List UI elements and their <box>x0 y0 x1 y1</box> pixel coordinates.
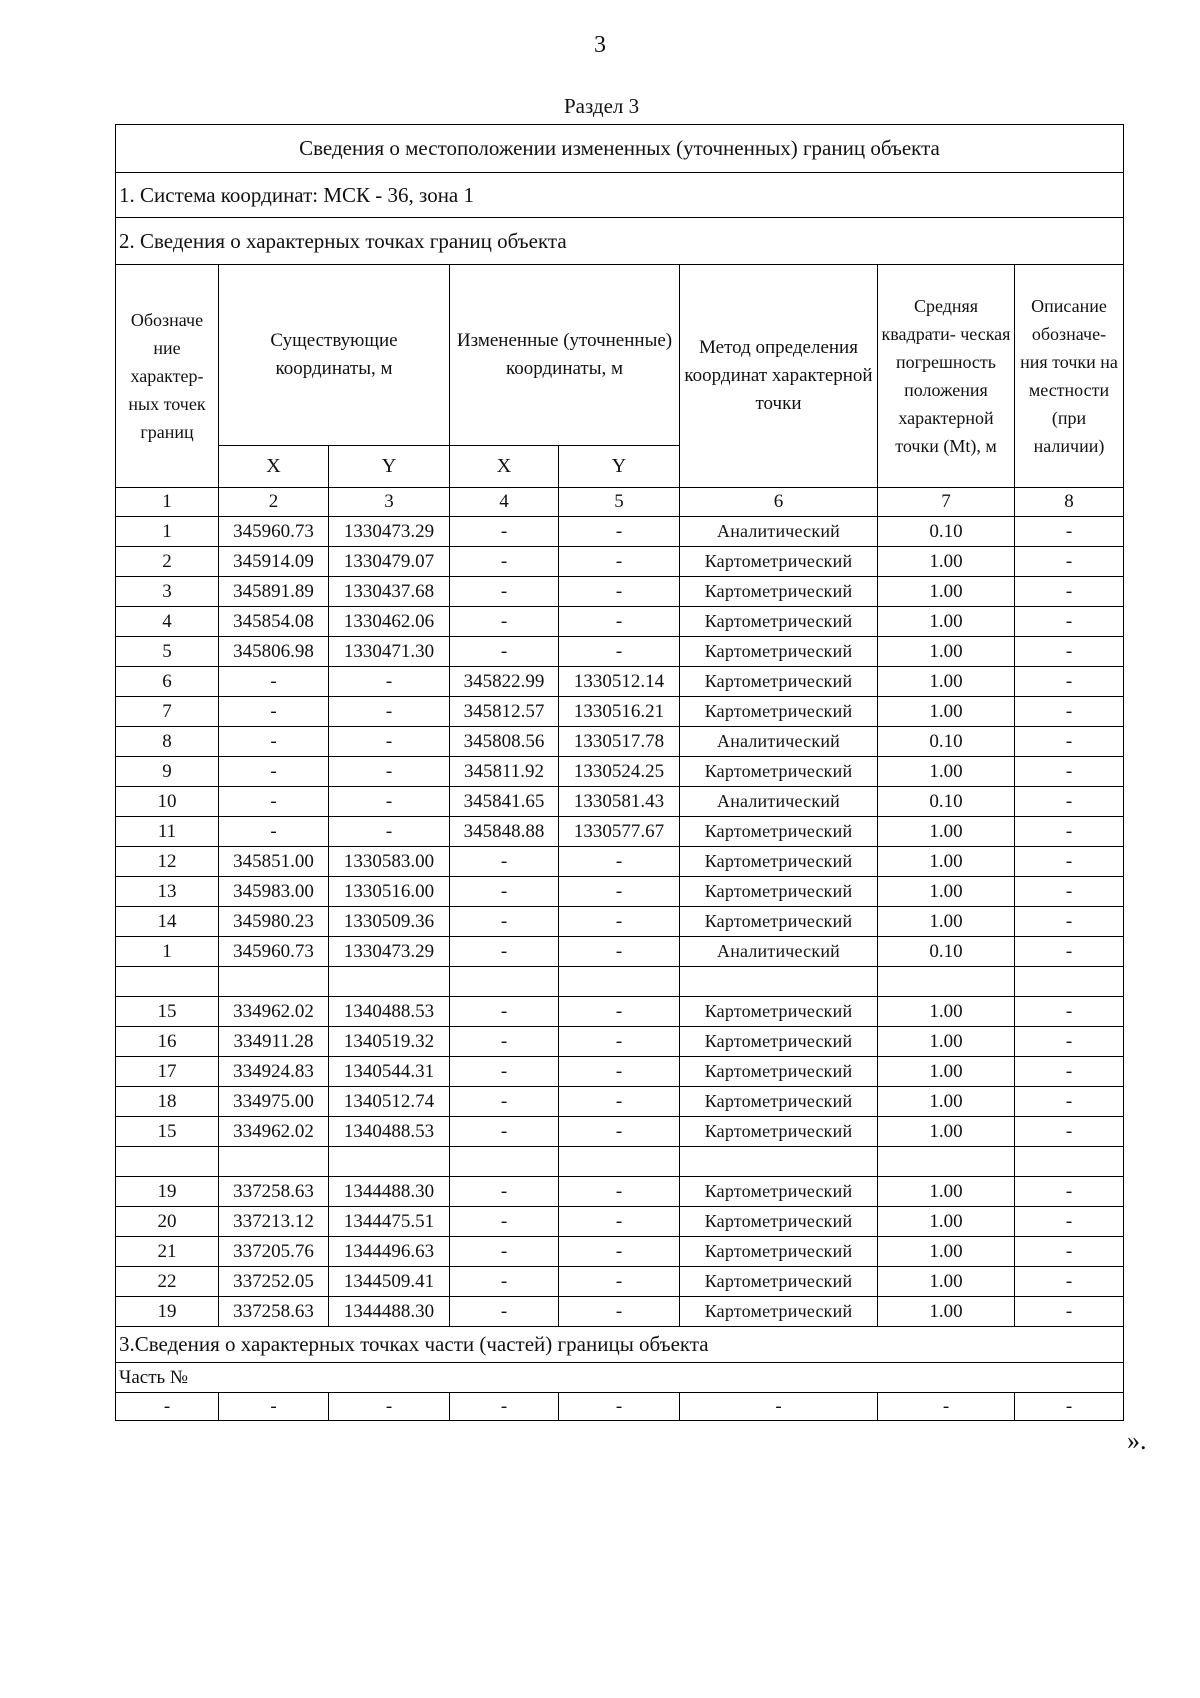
coordinate-system: 1. Система координат: МСК - 36, зона 1 <box>116 173 1124 218</box>
cell-existing-y: 1330583.00 <box>329 847 450 877</box>
cell-changed-y: - <box>559 517 680 547</box>
cell-method: Аналитический <box>680 727 878 757</box>
cell-method: Аналитический <box>680 517 878 547</box>
cell-changed-y: - <box>559 1267 680 1297</box>
section-title: Раздел 3 <box>564 94 640 118</box>
part-cell: - <box>878 1393 1015 1421</box>
cell-existing-y: - <box>329 817 450 847</box>
cell-mean-error: 0.10 <box>878 517 1015 547</box>
cell-method: Картометрический <box>680 607 878 637</box>
cell-existing-x: - <box>219 817 329 847</box>
cell-changed-y: 1330581.43 <box>559 787 680 817</box>
cell-changed-x: - <box>450 907 559 937</box>
cell-mean-error: 1.00 <box>878 577 1015 607</box>
cell-existing-x: - <box>219 757 329 787</box>
cell-existing-y: 1344509.41 <box>329 1267 450 1297</box>
cell-point-description: - <box>1015 547 1124 577</box>
cell-mean-error: 0.10 <box>878 787 1015 817</box>
cell-mean-error: 1.00 <box>878 667 1015 697</box>
table-row <box>116 937 1124 967</box>
boundary-points-table <box>115 124 1124 1421</box>
cell-existing-y: 1330471.30 <box>329 637 450 667</box>
cell-existing-y: 1344488.30 <box>329 1297 450 1327</box>
header-existing-y: Y <box>329 446 450 488</box>
cell-existing-x: 337258.63 <box>219 1297 329 1327</box>
cell-changed-x: - <box>450 607 559 637</box>
cell-point-description: - <box>1015 877 1124 907</box>
cell-point-id: 18 <box>116 1087 219 1117</box>
cell-existing-x: 337252.05 <box>219 1267 329 1297</box>
cell-point-id: 5 <box>116 637 219 667</box>
cell-changed-y: 1330524.25 <box>559 757 680 787</box>
cell-mean-error: 1.00 <box>878 907 1015 937</box>
cell-method: Картометрический <box>680 577 878 607</box>
cell-existing-y: 1344496.63 <box>329 1237 450 1267</box>
cell-point-description: - <box>1015 787 1124 817</box>
cell-method: Картометрический <box>680 637 878 667</box>
part-cell: - <box>1015 1393 1124 1421</box>
cell-changed-x: 345812.57 <box>450 697 559 727</box>
cell-method: Картометрический <box>680 1207 878 1237</box>
cell-method: Картометрический <box>680 997 878 1027</box>
cell-mean-error <box>878 1147 1015 1177</box>
cell-point-description: - <box>1015 1027 1124 1057</box>
header-method: Метод определения координат характерной точки <box>680 265 878 488</box>
cell-point-id: 16 <box>116 1027 219 1057</box>
cell-changed-y <box>559 1147 680 1177</box>
cell-point-description: - <box>1015 1207 1124 1237</box>
table-row <box>116 1297 1124 1327</box>
cell-changed-y: - <box>559 607 680 637</box>
cell-point-id: 19 <box>116 1297 219 1327</box>
cell-method <box>680 1147 878 1177</box>
cell-existing-y: - <box>329 667 450 697</box>
part-cell: - <box>329 1393 450 1421</box>
cell-existing-x: 334962.02 <box>219 1117 329 1147</box>
cell-existing-y: 1344475.51 <box>329 1207 450 1237</box>
cell-mean-error: 0.10 <box>878 937 1015 967</box>
cell-existing-x: 334962.02 <box>219 997 329 1027</box>
cell-point-description: - <box>1015 1237 1124 1267</box>
header-existing-x: X <box>219 446 329 488</box>
cell-mean-error: 1.00 <box>878 697 1015 727</box>
cell-changed-x: - <box>450 1027 559 1057</box>
column-number: 8 <box>1015 488 1124 517</box>
cell-changed-y: - <box>559 1237 680 1267</box>
column-number: 5 <box>559 488 680 517</box>
cell-point-description: - <box>1015 817 1124 847</box>
cell-method: Картометрический <box>680 847 878 877</box>
cell-method: Картометрический <box>680 1087 878 1117</box>
cell-mean-error: 0.10 <box>878 727 1015 757</box>
cell-point-description: - <box>1015 1177 1124 1207</box>
cell-existing-x: 337213.12 <box>219 1207 329 1237</box>
cell-changed-x: - <box>450 877 559 907</box>
cell-existing-y: 1330473.29 <box>329 937 450 967</box>
cell-changed-x: - <box>450 1087 559 1117</box>
cell-method: Картометрический <box>680 817 878 847</box>
cell-point-id: 7 <box>116 697 219 727</box>
cell-changed-x: - <box>450 1267 559 1297</box>
cell-changed-y: - <box>559 1177 680 1207</box>
cell-changed-x: - <box>450 997 559 1027</box>
points-info-heading: 2. Сведения о характерных точках границ объекта <box>116 218 1124 265</box>
cell-existing-x: - <box>219 787 329 817</box>
cell-existing-y: 1340512.74 <box>329 1087 450 1117</box>
cell-point-description <box>1015 1147 1124 1177</box>
table-row <box>116 1057 1124 1087</box>
cell-changed-y: - <box>559 937 680 967</box>
table-row <box>116 637 1124 667</box>
cell-point-description: - <box>1015 997 1124 1027</box>
part-cell: - <box>219 1393 329 1421</box>
cell-mean-error <box>878 967 1015 997</box>
cell-point-id: 12 <box>116 847 219 877</box>
cell-point-description: - <box>1015 697 1124 727</box>
cell-existing-x: 345806.98 <box>219 637 329 667</box>
cell-changed-y: 1330577.67 <box>559 817 680 847</box>
cell-changed-x: - <box>450 1117 559 1147</box>
cell-existing-x: 345891.89 <box>219 577 329 607</box>
cell-point-description: - <box>1015 1087 1124 1117</box>
cell-changed-x: - <box>450 637 559 667</box>
cell-point-description: - <box>1015 637 1124 667</box>
cell-point-description: - <box>1015 1117 1124 1147</box>
cell-mean-error: 1.00 <box>878 637 1015 667</box>
cell-existing-y: 1330473.29 <box>329 517 450 547</box>
cell-changed-x: 345822.99 <box>450 667 559 697</box>
header-changed-y: Y <box>559 446 680 488</box>
cell-existing-y: 1344488.30 <box>329 1177 450 1207</box>
cell-mean-error: 1.00 <box>878 547 1015 577</box>
cell-method: Картометрический <box>680 697 878 727</box>
cell-changed-x: - <box>450 517 559 547</box>
cell-point-description: - <box>1015 937 1124 967</box>
cell-changed-x: - <box>450 1177 559 1207</box>
cell-point-description: - <box>1015 607 1124 637</box>
cell-existing-y: - <box>329 697 450 727</box>
cell-point-description: - <box>1015 517 1124 547</box>
cell-existing-x: 345851.00 <box>219 847 329 877</box>
cell-changed-x: - <box>450 847 559 877</box>
cell-existing-x: 345983.00 <box>219 877 329 907</box>
cell-point-id: 4 <box>116 607 219 637</box>
cell-existing-x: 334911.28 <box>219 1027 329 1057</box>
column-number: 1 <box>116 488 219 517</box>
closing-quote: ». <box>1127 1426 1147 1455</box>
cell-point-id: 19 <box>116 1177 219 1207</box>
cell-existing-y: 1340544.31 <box>329 1057 450 1087</box>
cell-point-id: 3 <box>116 577 219 607</box>
cell-point-id: 15 <box>116 1117 219 1147</box>
cell-method: Картометрический <box>680 547 878 577</box>
cell-method: Картометрический <box>680 1297 878 1327</box>
cell-changed-x: - <box>450 1237 559 1267</box>
cell-changed-x <box>450 1147 559 1177</box>
cell-existing-y: - <box>329 787 450 817</box>
table-row <box>116 547 1124 577</box>
cell-existing-x: 337205.76 <box>219 1237 329 1267</box>
cell-mean-error: 1.00 <box>878 1027 1015 1057</box>
cell-point-id: 11 <box>116 817 219 847</box>
cell-point-description: - <box>1015 727 1124 757</box>
cell-method: Картометрический <box>680 907 878 937</box>
table-row <box>116 817 1124 847</box>
cell-mean-error: 1.00 <box>878 1297 1015 1327</box>
cell-existing-x: - <box>219 667 329 697</box>
cell-method: Картометрический <box>680 757 878 787</box>
cell-changed-x: - <box>450 1207 559 1237</box>
cell-point-description: - <box>1015 847 1124 877</box>
cell-changed-x: - <box>450 577 559 607</box>
column-number: 6 <box>680 488 878 517</box>
column-numbers-row <box>116 488 1124 517</box>
part-points-heading: 3.Сведения о характерных точках части (частей) границы объекта <box>116 1327 1124 1363</box>
cell-changed-x: 345848.88 <box>450 817 559 847</box>
cell-point-id <box>116 967 219 997</box>
cell-point-description: - <box>1015 907 1124 937</box>
cell-changed-x: 345808.56 <box>450 727 559 757</box>
cell-mean-error: 1.00 <box>878 847 1015 877</box>
cell-existing-y: 1330509.36 <box>329 907 450 937</box>
cell-changed-y: - <box>559 847 680 877</box>
part-cell: - <box>116 1393 219 1421</box>
table-row <box>116 877 1124 907</box>
cell-changed-y: - <box>559 997 680 1027</box>
table-row <box>116 1237 1124 1267</box>
part-number: Часть № <box>116 1363 1124 1393</box>
table-row <box>116 907 1124 937</box>
table-row <box>116 517 1124 547</box>
header-designation: Обозначе ние характер- ных точек границ <box>116 265 219 488</box>
cell-point-id: 6 <box>116 667 219 697</box>
cell-method: Картометрический <box>680 667 878 697</box>
cell-mean-error: 1.00 <box>878 607 1015 637</box>
cell-existing-y: 1340488.53 <box>329 1117 450 1147</box>
cell-point-id: 1 <box>116 937 219 967</box>
part-cell: - <box>680 1393 878 1421</box>
cell-point-id: 13 <box>116 877 219 907</box>
cell-changed-x: - <box>450 1057 559 1087</box>
cell-existing-y: 1330437.68 <box>329 577 450 607</box>
cell-existing-y: - <box>329 757 450 787</box>
cell-existing-x: 345854.08 <box>219 607 329 637</box>
table-row <box>116 1027 1124 1057</box>
part-cell: - <box>450 1393 559 1421</box>
cell-changed-x: - <box>450 1297 559 1327</box>
cell-changed-y: - <box>559 1057 680 1087</box>
table-row <box>116 727 1124 757</box>
cell-existing-y: - <box>329 727 450 757</box>
cell-method: Аналитический <box>680 787 878 817</box>
cell-point-description: - <box>1015 1267 1124 1297</box>
cell-existing-x: 337258.63 <box>219 1177 329 1207</box>
cell-point-id: 17 <box>116 1057 219 1087</box>
cell-mean-error: 1.00 <box>878 1207 1015 1237</box>
column-number: 3 <box>329 488 450 517</box>
cell-changed-y: 1330512.14 <box>559 667 680 697</box>
cell-point-description: - <box>1015 577 1124 607</box>
cell-existing-y: 1340519.32 <box>329 1027 450 1057</box>
cell-changed-y: - <box>559 577 680 607</box>
cell-existing-y: 1330462.06 <box>329 607 450 637</box>
table-row <box>116 1147 1124 1177</box>
cell-point-id: 22 <box>116 1267 219 1297</box>
cell-method: Картометрический <box>680 1117 878 1147</box>
cell-existing-x: 345914.09 <box>219 547 329 577</box>
cell-point-id: 9 <box>116 757 219 787</box>
cell-method: Картометрический <box>680 1057 878 1087</box>
cell-mean-error: 1.00 <box>878 1177 1015 1207</box>
cell-changed-y <box>559 967 680 997</box>
table-row <box>116 697 1124 727</box>
cell-existing-x: 345960.73 <box>219 517 329 547</box>
cell-point-id: 15 <box>116 997 219 1027</box>
table-row <box>116 1207 1124 1237</box>
cell-existing-x: 345960.73 <box>219 937 329 967</box>
cell-method: Картометрический <box>680 1267 878 1297</box>
table-row <box>116 607 1124 637</box>
cell-existing-x: 334975.00 <box>219 1087 329 1117</box>
table-row <box>116 1267 1124 1297</box>
table-row <box>116 997 1124 1027</box>
part-cell: - <box>559 1393 680 1421</box>
cell-method: Аналитический <box>680 937 878 967</box>
cell-changed-y: - <box>559 907 680 937</box>
cell-changed-x: 345841.65 <box>450 787 559 817</box>
column-number: 7 <box>878 488 1015 517</box>
cell-existing-x <box>219 1147 329 1177</box>
cell-method <box>680 967 878 997</box>
cell-existing-x: 334924.83 <box>219 1057 329 1087</box>
cell-point-id: 2 <box>116 547 219 577</box>
table-row <box>116 1177 1124 1207</box>
cell-changed-x <box>450 967 559 997</box>
cell-point-id: 1 <box>116 517 219 547</box>
table-row <box>116 847 1124 877</box>
cell-mean-error: 1.00 <box>878 1267 1015 1297</box>
cell-changed-y: - <box>559 637 680 667</box>
table-title: Сведения о местоположении измененных (уточненных) границ объекта <box>116 125 1124 173</box>
header-description: Описание обозначе- ния точки на местности (при наличии) <box>1015 265 1124 488</box>
cell-mean-error: 1.00 <box>878 1057 1015 1087</box>
cell-mean-error: 1.00 <box>878 1087 1015 1117</box>
cell-changed-x: - <box>450 937 559 967</box>
cell-method: Картометрический <box>680 1177 878 1207</box>
cell-method: Картометрический <box>680 1237 878 1267</box>
cell-mean-error: 1.00 <box>878 757 1015 787</box>
cell-mean-error: 1.00 <box>878 877 1015 907</box>
cell-point-description <box>1015 967 1124 997</box>
cell-existing-y <box>329 1147 450 1177</box>
table-row <box>116 1087 1124 1117</box>
cell-changed-y: 1330517.78 <box>559 727 680 757</box>
table-row <box>116 757 1124 787</box>
cell-mean-error: 1.00 <box>878 817 1015 847</box>
cell-point-description: - <box>1015 1057 1124 1087</box>
part-row <box>116 1393 1124 1421</box>
cell-changed-y: - <box>559 1117 680 1147</box>
cell-point-id: 14 <box>116 907 219 937</box>
column-number: 4 <box>450 488 559 517</box>
cell-point-description: - <box>1015 757 1124 787</box>
cell-mean-error: 1.00 <box>878 1117 1015 1147</box>
cell-point-id: 10 <box>116 787 219 817</box>
cell-changed-x: - <box>450 547 559 577</box>
header-changed-coordinates: Измененные (уточненные) координаты, м <box>450 265 680 446</box>
cell-point-id <box>116 1147 219 1177</box>
cell-method: Картометрический <box>680 877 878 907</box>
header-existing-coordinates: Существующие координаты, м <box>219 265 450 446</box>
header-changed-x: X <box>450 446 559 488</box>
cell-mean-error: 1.00 <box>878 1237 1015 1267</box>
table-row <box>116 667 1124 697</box>
cell-changed-y: - <box>559 1297 680 1327</box>
cell-mean-error: 1.00 <box>878 997 1015 1027</box>
cell-existing-x: 345980.23 <box>219 907 329 937</box>
header-error: Средняя квадрати- ческая погрешность положения характерной точки (Mt), м <box>878 265 1015 488</box>
cell-method: Картометрический <box>680 1027 878 1057</box>
cell-changed-x: 345811.92 <box>450 757 559 787</box>
cell-changed-y: - <box>559 1207 680 1237</box>
cell-existing-y: 1340488.53 <box>329 997 450 1027</box>
table-row <box>116 967 1124 997</box>
cell-existing-y: 1330516.00 <box>329 877 450 907</box>
cell-point-id: 21 <box>116 1237 219 1267</box>
cell-point-description: - <box>1015 1297 1124 1327</box>
table-row <box>116 1117 1124 1147</box>
cell-existing-x: - <box>219 697 329 727</box>
cell-changed-y: 1330516.21 <box>559 697 680 727</box>
page-number: 3 <box>594 32 606 58</box>
cell-point-description: - <box>1015 667 1124 697</box>
table-row <box>116 787 1124 817</box>
cell-changed-y: - <box>559 877 680 907</box>
table-row <box>116 577 1124 607</box>
column-number: 2 <box>219 488 329 517</box>
cell-existing-x <box>219 967 329 997</box>
cell-point-id: 8 <box>116 727 219 757</box>
cell-changed-y: - <box>559 1027 680 1057</box>
cell-changed-y: - <box>559 547 680 577</box>
cell-changed-y: - <box>559 1087 680 1117</box>
cell-existing-y: 1330479.07 <box>329 547 450 577</box>
cell-point-id: 20 <box>116 1207 219 1237</box>
cell-existing-x: - <box>219 727 329 757</box>
cell-existing-y <box>329 967 450 997</box>
